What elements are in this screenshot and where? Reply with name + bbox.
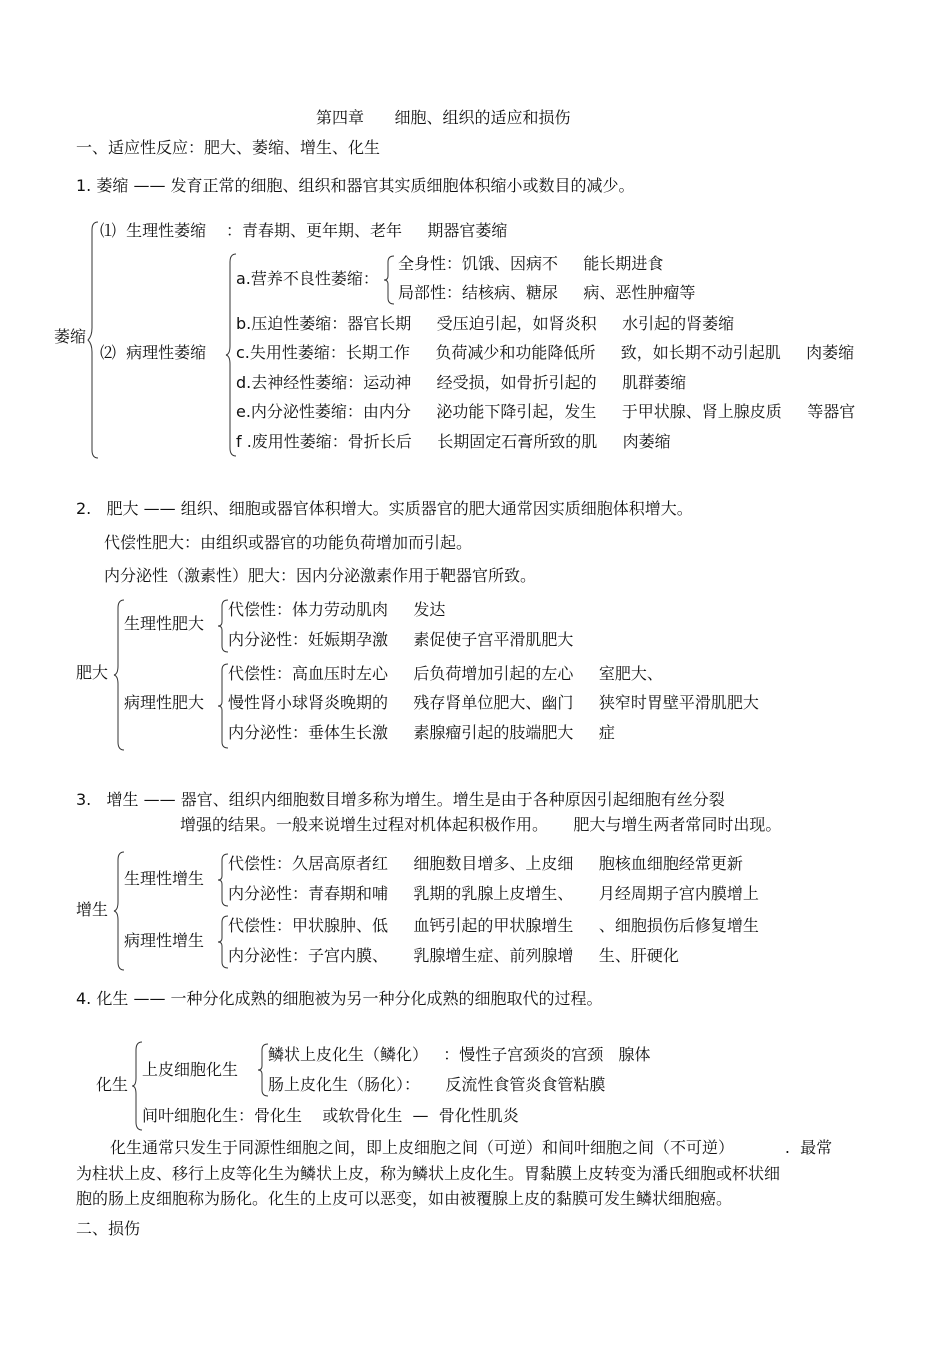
physiological-hypertrophy-label: 生理性肥大 xyxy=(124,614,205,633)
chapter-title: 第四章 细胞、组织的适应和损伤 xyxy=(316,108,571,127)
atrophy-item-a1: 全身性：饥饿、因病不 能长期进食 xyxy=(398,254,664,273)
section-heading-adaptation: 一、适应性反应：肥大、萎缩、增生、化生 xyxy=(76,138,381,157)
atrophy-item-c: c.失用性萎缩：长期工作 负荷减少和功能降低所 致，如长期不动引起肌 肉萎缩 xyxy=(236,343,855,362)
atrophy-item-e: e.内分泌性萎缩：由内分 泌功能下降引起，发生 于甲状腺、肾上腺皮质 等器官 xyxy=(236,402,856,421)
atrophy-heading: 1. 萎缩 —— 发育正常的细胞、组织和器官其实质细胞体积缩小或数目的减少。 xyxy=(76,176,635,195)
atrophy-root-label: 萎缩 xyxy=(54,327,87,346)
pathological-hypertrophy-2: 慢性肾小球肾炎晚期的 残存肾单位肥大、幽门 狭窄时胃壁平滑肌肥大 xyxy=(228,693,759,712)
pathological-hypertrophy-3: 内分泌性：垂体生长激 素腺瘤引起的肢端肥大 症 xyxy=(228,723,615,742)
mesenchymal-metaplasia: 间叶细胞化生：骨化生 或软骨化生 — 骨化性肌炎 xyxy=(142,1106,519,1125)
atrophy-brace xyxy=(88,222,102,458)
epithelial-metaplasia-label: 上皮细胞化生 xyxy=(142,1060,239,1079)
squamous-metaplasia: 鳞状上皮化生（鳞化） ：慢性子宫颈炎的宫颈 腺体 xyxy=(268,1045,651,1064)
atrophy-item-d: d.去神经性萎缩：运动神 经受损，如骨折引起的 肌群萎缩 xyxy=(236,373,687,392)
physiological-hypertrophy-2: 内分泌性：妊娠期孕激 素促使子宫平滑肌肥大 xyxy=(228,630,574,649)
pathological-hyperplasia-2: 内分泌性：子宫内膜、 乳腺增生症、前列腺增 生、肝硬化 xyxy=(228,946,679,965)
atrophy-item-a-label: a.营养不良性萎缩： xyxy=(236,269,379,288)
section-heading-injury: 二、损伤 xyxy=(76,1219,141,1238)
pathological-atrophy-label: ⑵ 病理性萎缩 xyxy=(100,343,207,362)
physiological-hyperplasia-1: 代偿性：久居高原者红 细胞数目增多、上皮细 胞核血细胞经常更新 xyxy=(228,854,743,873)
hypertrophy-root-label: 肥大 xyxy=(76,663,109,682)
hyperplasia-root-label: 增生 xyxy=(76,900,109,919)
hyperplasia-heading: 3. 增生 —— 器官、组织内细胞数目增多称为增生。增生是由于各种原因引起细胞有丝分裂 xyxy=(76,790,725,809)
atrophy-item-a-brace xyxy=(384,256,396,304)
atrophy-item-b: b.压迫性萎缩：器官长期 受压迫引起，如肾炎积 水引起的肾萎缩 xyxy=(236,314,735,333)
pathological-hyperplasia-1: 代偿性：甲状腺肿、低 血钙引起的甲状腺增生 、细胞损伤后修复增生 xyxy=(228,916,759,935)
hypertrophy-compensatory-def: 代偿性肥大：由组织或器官的功能负荷增加而引起。 xyxy=(104,533,473,552)
metaplasia-paragraph-line-3: 胞的肠上皮细胞称为肠化。化生的上皮可以恶变，如由被覆腺上皮的黏膜可发生鳞状细胞癌。 xyxy=(76,1189,733,1208)
pathological-hypertrophy-1: 代偿性：高血压时左心 后负荷增加引起的左心 室肥大、 xyxy=(228,664,663,683)
hyperplasia-heading-cont: 增强的结果。一般来说增生过程对机体起积极作用。 肥大与增生两者常同时出现。 xyxy=(180,815,782,834)
metaplasia-heading: 4. 化生 —— 一种分化成熟的细胞被为另一种分化成熟的细胞取代的过程。 xyxy=(76,989,603,1008)
physiological-atrophy-label: ⑴ 生理性萎缩 xyxy=(100,221,207,240)
pathological-hyperplasia-label: 病理性增生 xyxy=(124,931,205,950)
metaplasia-root-label: 化生 xyxy=(96,1075,129,1094)
physiological-hypertrophy-1: 代偿性：体力劳动肌肉 发达 xyxy=(228,600,446,619)
intestinal-metaplasia: 肠上皮化生（肠化）： 反流性食管炎食管粘膜 xyxy=(268,1075,606,1094)
metaplasia-paragraph-line-1: 化生通常只发生于同源性细胞之间，即上皮细胞之间（可逆）和间叶细胞之间（不可逆） . 最常 xyxy=(110,1138,833,1157)
physiological-hyperplasia-label: 生理性增生 xyxy=(124,869,205,888)
atrophy-item-f: f .废用性萎缩：骨折长后 长期固定石膏所致的肌 肉萎缩 xyxy=(236,432,671,451)
physiological-hyperplasia-2: 内分泌性：青春期和哺 乳期的乳腺上皮增生、 月经周期子宫内膜增上 xyxy=(228,884,759,903)
physiological-atrophy-text: ：青春期、更年期、老年 期器官萎缩 xyxy=(226,221,508,240)
atrophy-item-a2: 局部性：结核病、糖尿 病、恶性肿瘤等 xyxy=(398,283,696,302)
pathological-hypertrophy-label: 病理性肥大 xyxy=(124,693,205,712)
hypertrophy-heading: 2. 肥大 —— 组织、细胞或器官体积增大。实质器官的肥大通常因实质细胞体积增大。 xyxy=(76,499,693,518)
hypertrophy-endocrine-def: 内分泌性（激素性）肥大：因内分泌激素作用于靶器官所致。 xyxy=(104,566,537,585)
metaplasia-paragraph-line-2: 为柱状上皮、移行上皮等化生为鳞状上皮，称为鳞状上皮化生。胃黏膜上皮转变为潘氏细胞或杯状细 xyxy=(76,1164,781,1183)
